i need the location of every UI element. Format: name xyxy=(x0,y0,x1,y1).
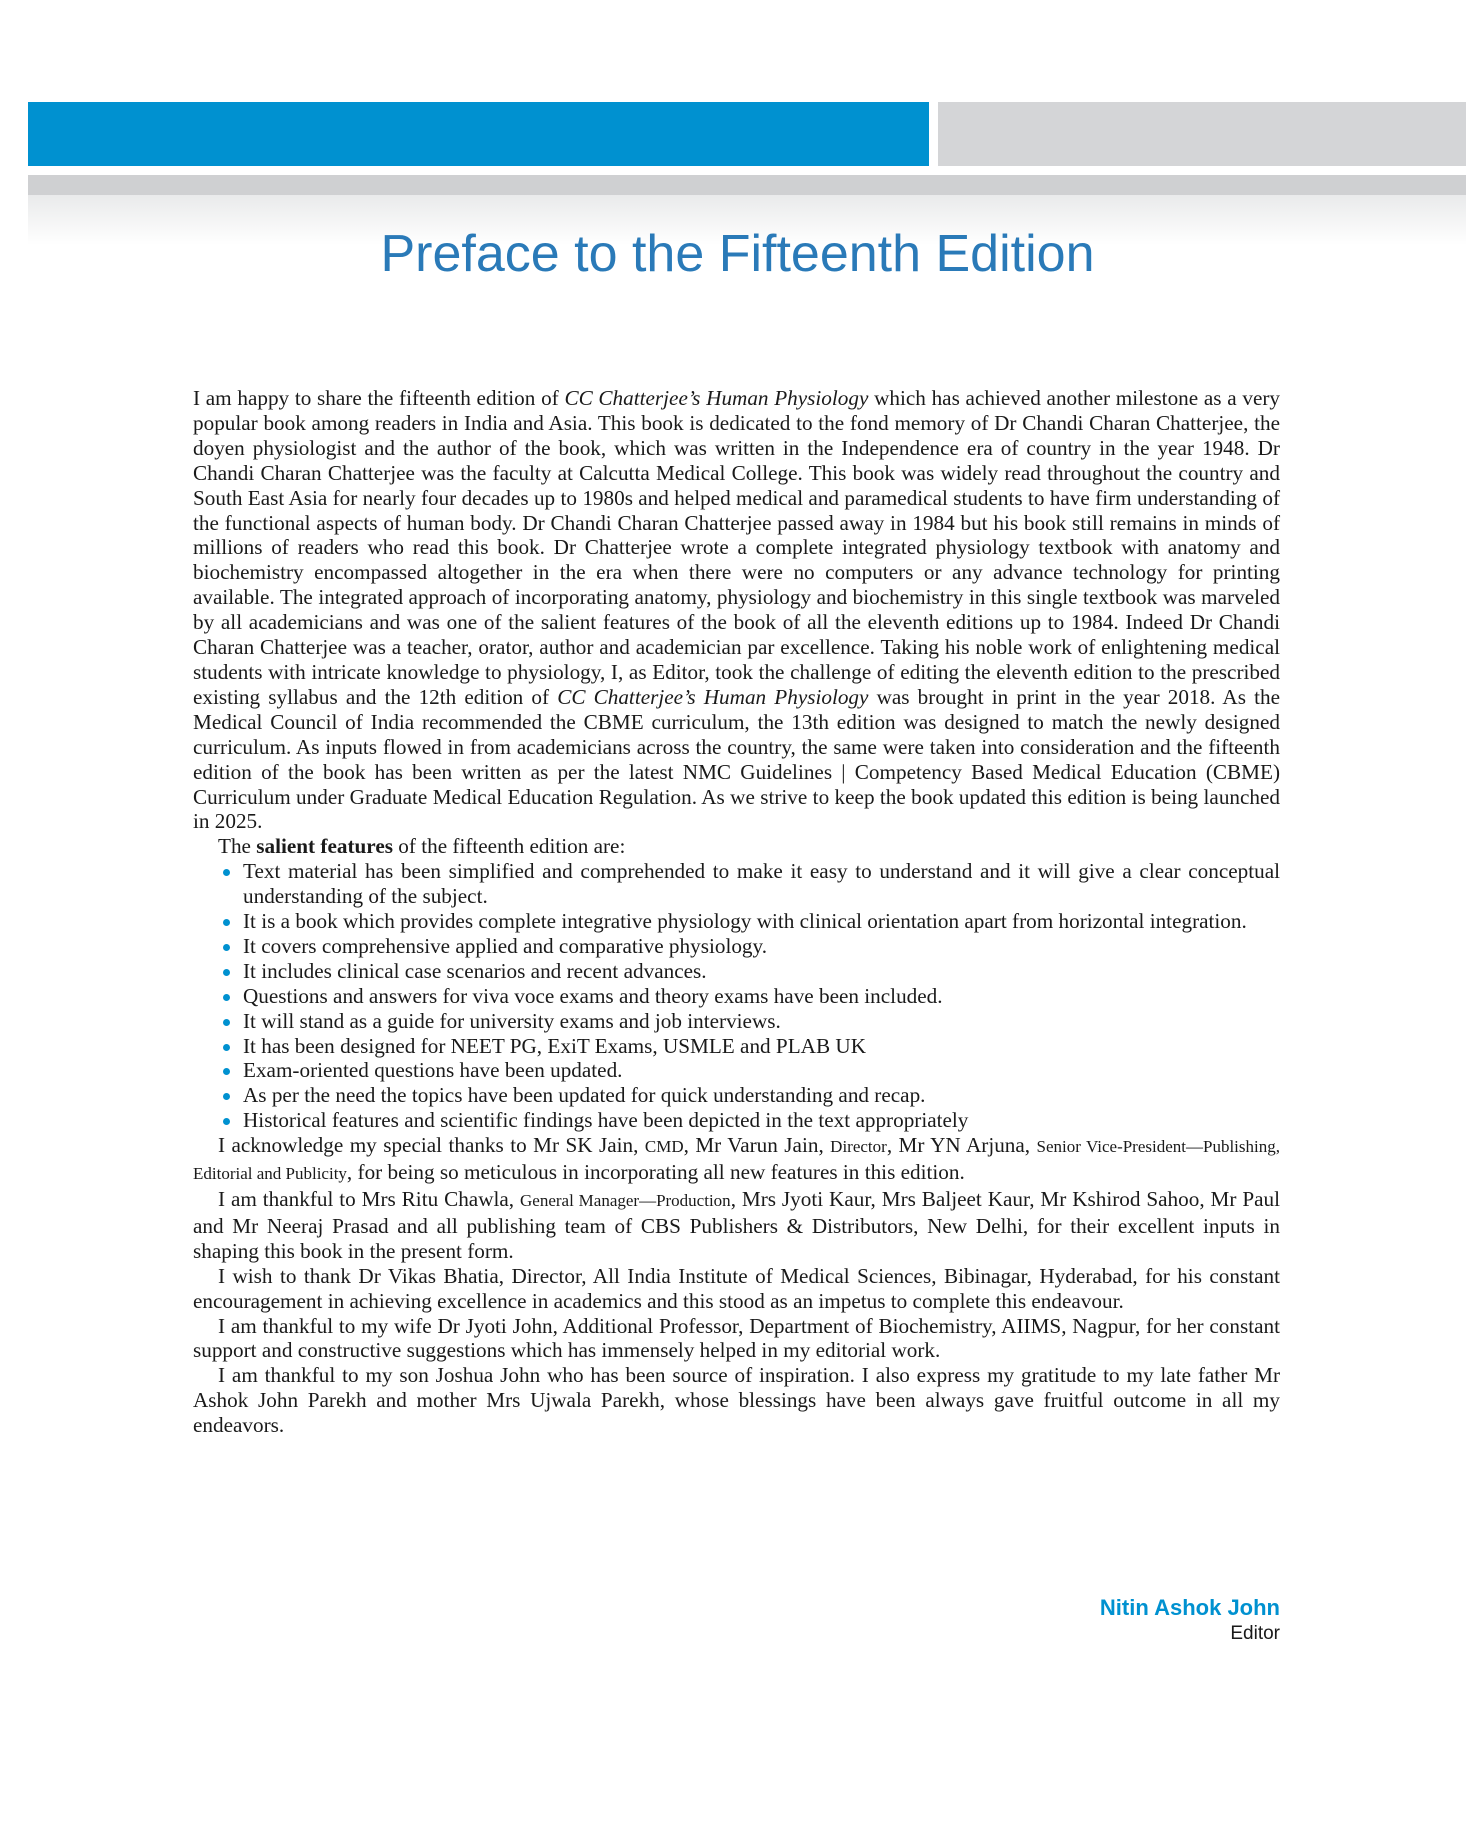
features-lead: The salient features of the fifteenth edition are: xyxy=(218,834,626,859)
acknowledgement-wife: I am thankful to my wife Dr Jyoti John, Additional Professor, Department of Biochemistry, AIIMS, Nagpur, for her constant support and constructive suggestions which has immensely helped in my editorial work. xyxy=(193,1313,1280,1363)
list-item: Text material has been simplified and comprehended to make it easy to understand and it will give a clear conceptual understanding of the subject. xyxy=(193,859,1280,909)
bullet-icon xyxy=(223,1044,230,1051)
bullet-icon xyxy=(223,1068,230,1075)
signature-role: Editor xyxy=(1230,1623,1280,1644)
acknowledgement-production: I am thankful to Mrs Ritu Chawla, General Manager—Production, Mrs Jyoti Kaur, Mrs Baljeet Kaur, Mr Kshirod Sahoo, Mr Paul and Mr Neeraj Prasad and all publishing team of CBS Publishers & Distributors, New Delhi, for their excellent inputs in shaping this book in the present form. xyxy=(193,1187,1280,1263)
preface-body xyxy=(193,386,1280,1438)
acknowledgement-publishers: I acknowledge my special thanks to Mr SK Jain, CMD, Mr Varun Jain, Director, Mr YN Arjuna, Senior Vice-President—Publishing, Editorial and Publicity, for being so meticulous in incorporating all new features in this edition. xyxy=(193,1133,1280,1185)
features-list xyxy=(193,859,1280,1133)
list-item: Historical features and scientific findings have been depicted in the text appropriately xyxy=(193,1108,1280,1133)
header-blue-bar xyxy=(28,102,929,166)
acknowledgement-director: I wish to thank Dr Vikas Bhatia, Director, All India Institute of Medical Sciences, Bibinagar, Hyderabad, for his constant encouragement in achieving excellence in academics and this stood as an impetus to complete this endeavour. xyxy=(193,1263,1280,1313)
list-item: It is a book which provides complete integrative physiology with clinical orientation apart from horizontal integration. xyxy=(193,909,1280,934)
acknowledgement-family: I am thankful to my son Joshua John who has been source of inspiration. I also express my gratitude to my late father Mr Ashok John Parekh and mother Mrs Ujwala Parekh, whose blessings have been always gave fruitful outcome in all my endeavors. xyxy=(193,1363,1280,1438)
list-item: It covers comprehensive applied and comparative physiology. xyxy=(193,934,1280,959)
intro-paragraph: I am happy to share the fifteenth edition of CC Chatterjee’s Human Physiology which has achieved another milestone as a very popular book among readers in India and Asia. This book is dedicated to the fond memory of Dr Chandi Charan Chatterjee, the doyen physiologist and the author of the book, which was written in the Independence era of country in the year 1948. Dr Chandi Charan Chatterjee was the faculty at Calcutta Medical College. This book was widely read throughout the country and South East Asia for nearly four decades up to 1980s and helped medical and paramedical students to have firm understanding of the functional aspects of human body. Dr Chandi Charan Chatterjee passed away in 1984 but his book still remains in minds of millions of readers who read this book. Dr Chatterjee wrote a complete integrated physiology textbook with anatomy and biochemistry encompassed altogether in the era when there were no computers or any advance technology for printing available. The integrated approach of incorporating anatomy, physiology and biochemistry in this single textbook was marveled by all academicians and was one of the salient features of the book of all the eleventh editions up to 1984. Indeed Dr Chandi Charan Chatterjee was a teacher, orator, author and academician par excellence. Taking his noble work of enlightening medical students with intricate knowledge to physiology, I, as Editor, took the challenge of editing the eleventh edition to the prescribed existing syllabus and the 12th edition of CC Chatterjee’s Human Physiology was brought in print in the year 2018. As the Medical Council of India recommended the CBME curriculum, the 13th edition was designed to match the newly designed curriculum. As inputs flowed in from academicians across the country, the same were taken into consideration and the fifteenth edition of the book has been written as per the latest NMC Guidelines | Competency Based Medical Education (CBME) Curriculum under Graduate Medical Education Regulation. As we strive to keep the book updated this edition is being launched in 2025. xyxy=(193,386,1280,834)
bullet-icon xyxy=(223,919,230,926)
list-item: Questions and answers for viva voce exams and theory exams have been included. xyxy=(193,984,1280,1009)
bullet-icon xyxy=(223,944,230,951)
bullet-icon xyxy=(223,969,230,976)
page-title: Preface to the Fifteenth Edition xyxy=(380,225,1095,283)
bullet-icon xyxy=(223,1093,230,1100)
bullet-icon xyxy=(223,1019,230,1026)
bullet-icon xyxy=(223,994,230,1001)
bullet-icon xyxy=(223,1118,230,1125)
list-item: It will stand as a guide for university exams and job interviews. xyxy=(193,1009,1280,1034)
list-item: As per the need the topics have been updated for quick understanding and recap. xyxy=(193,1083,1280,1108)
list-item: It includes clinical case scenarios and recent advances. xyxy=(193,959,1280,984)
list-item: It has been designed for NEET PG, ExiT Exams, USMLE and PLAB UK xyxy=(193,1034,1280,1059)
header-gray-bar xyxy=(938,102,1466,166)
signature-name: Nitin Ashok John xyxy=(1099,1595,1280,1620)
list-item: Exam-oriented questions have been updated. xyxy=(193,1058,1280,1083)
header-gray-band xyxy=(28,175,1466,195)
bullet-icon xyxy=(223,869,230,876)
